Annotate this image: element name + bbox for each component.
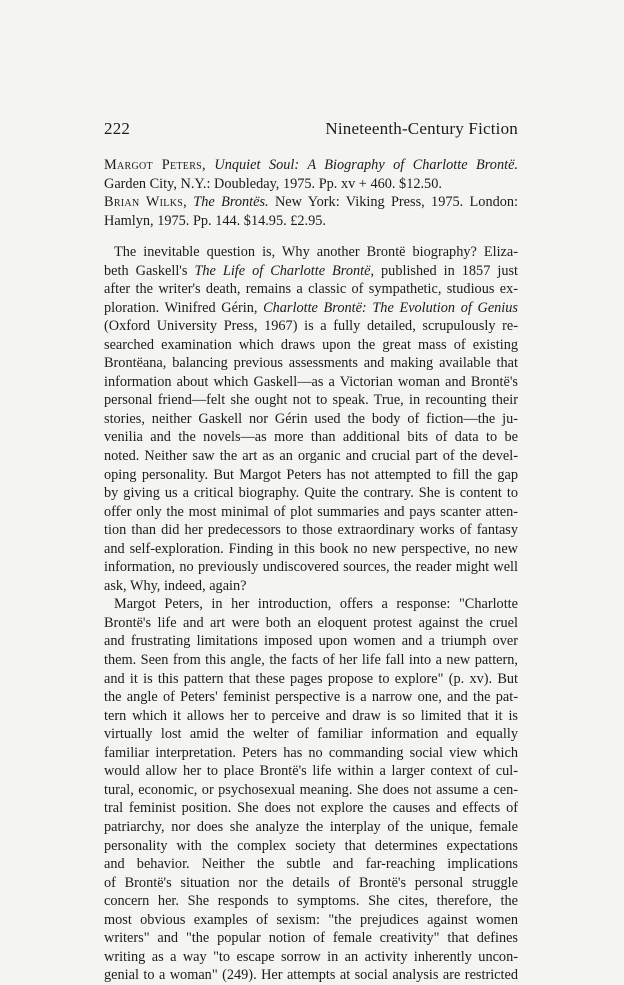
body-line: tral feminist position. She does not explore the causes and effects of <box>104 800 518 817</box>
body-line: tural, economic, or psychosexual meaning. She does not assume a cen- <box>104 781 518 798</box>
body-line: oping personality. But Margot Peters has not attempted to fill the gap <box>104 466 518 483</box>
body-line: ask, Why, indeed, again? <box>104 577 247 594</box>
body-line: writing as a way "to escape sorrow in an activity inherently uncon- <box>104 948 518 965</box>
citation-peters <box>104 156 518 193</box>
citation-wilks <box>104 193 518 230</box>
body-line: The inevitable question is, Why another Brontë biography? Eliza- <box>114 244 518 260</box>
body-line: (Oxford University Press, 1967) is a fully detailed, scrupulously re- <box>104 318 518 335</box>
body-line: personal friend—felt she ought not to speak. True, in recounting their <box>104 392 518 409</box>
body-line: venilia and the novels—as more than additional bits of data to be <box>104 429 518 446</box>
body-line: beth Gaskell's The Life of Charlotte Brontë, published in 1857 just <box>104 262 519 279</box>
body-line: writers" and "the popular notion of female creativity" that defines <box>104 930 518 947</box>
page-number: 222 <box>104 119 131 138</box>
citation-line <box>104 156 518 175</box>
citation-author: Brian Wilks, <box>104 194 187 210</box>
body-line: searched examination which draws upon the great mass of existing <box>104 336 518 353</box>
body-line: Brontëana, balancing previous assessments and making available that <box>104 355 518 372</box>
body-line: tern which it allows her to perceive and draw is so limited that it is <box>104 707 518 724</box>
body-line: stories, neither Gaskell nor Gérin used the body of fiction—the ju- <box>104 410 518 427</box>
body-line: of Brontë's situation nor the details of Brontë's personal struggle <box>104 874 518 891</box>
citation-publisher: New York: Viking Press, 1975. London: <box>274 194 519 210</box>
body-line: would allow her to place Brontë's life within a larger context of cul- <box>104 763 518 780</box>
citation-author: Margot Peters, <box>104 157 206 173</box>
body-line: and frustrating limitations imposed upon women and a triumph over <box>104 633 518 650</box>
body-line: Margot Peters, in her introduction, offers a response: "Charlotte <box>114 596 518 613</box>
citation-line: Hamlyn, 1975. Pp. 144. $14.95. £2.95. <box>104 212 326 229</box>
citation-title: The Brontës. <box>193 194 269 210</box>
body-line: concern her. She responds to symptoms. She cites, therefore, the <box>104 893 518 910</box>
body-line: noted. Neither saw the art as an organic and crucial part of the devel- <box>104 448 518 465</box>
body-line: personality with the complex society that determines expectations <box>104 837 518 854</box>
body-line: after the writer's death, remains a classic of sympathetic, studious ex- <box>104 281 518 298</box>
body-line: Brontë's life and art were both an eloquent protest against the cruel <box>104 614 518 631</box>
running-head <box>104 119 518 139</box>
body-line: the angle of Peters' feminist perspective is a narrow one, and the pat- <box>104 689 518 706</box>
body-line: genial to a woman" (249). Her attempts at social analysis are restricted <box>104 967 518 984</box>
body-line: and it is this pattern that these pages propose to explore" (p. xv). But <box>104 670 518 687</box>
body-line: and self-exploration. Finding in this book no new perspective, no new <box>104 540 518 557</box>
body-line: ploration. Winifred Gérin, Charlotte Brontë: The Evolution of Genius <box>104 299 518 316</box>
body-line: tion than did her predecessors to those extraordinary works of fantasy <box>104 522 518 539</box>
citation-line: Garden City, N.Y.: Doubleday, 1975. Pp. xv + 460. $12.50. <box>104 175 442 192</box>
body-line: and behavior. Neither the subtle and far-reaching implications <box>104 856 518 873</box>
body-line: most obvious examples of sexism: "the prejudices against women <box>104 911 518 928</box>
body-line: by giving us a critical biography. Quite the contrary. She is content to <box>104 485 518 502</box>
journal-title: Nineteenth-Century Fiction <box>325 119 518 138</box>
citation-title: Unquiet Soul: A Biography of Charlotte Brontë. <box>214 157 518 173</box>
body-line: patriarchy, nor does she analyze the interplay of the unique, female <box>104 818 518 835</box>
body-line: familiar interpretation. Peters has no commanding social view which <box>104 744 518 761</box>
body-line: virtually lost amid the welter of familiar information and equally <box>104 726 518 743</box>
body-line: them. Seen from this angle, the facts of her life fall into a new pattern, <box>104 652 518 669</box>
review-body <box>104 243 518 985</box>
body-line: information, no previously undiscovered sources, the reader might well <box>104 559 518 576</box>
citation-line <box>104 193 518 212</box>
body-line: offer only the most minimal of plot summaries and pays scanter atten- <box>104 503 518 520</box>
body-line: information about which Gaskell—as a Victorian woman and Brontë's <box>104 373 518 390</box>
